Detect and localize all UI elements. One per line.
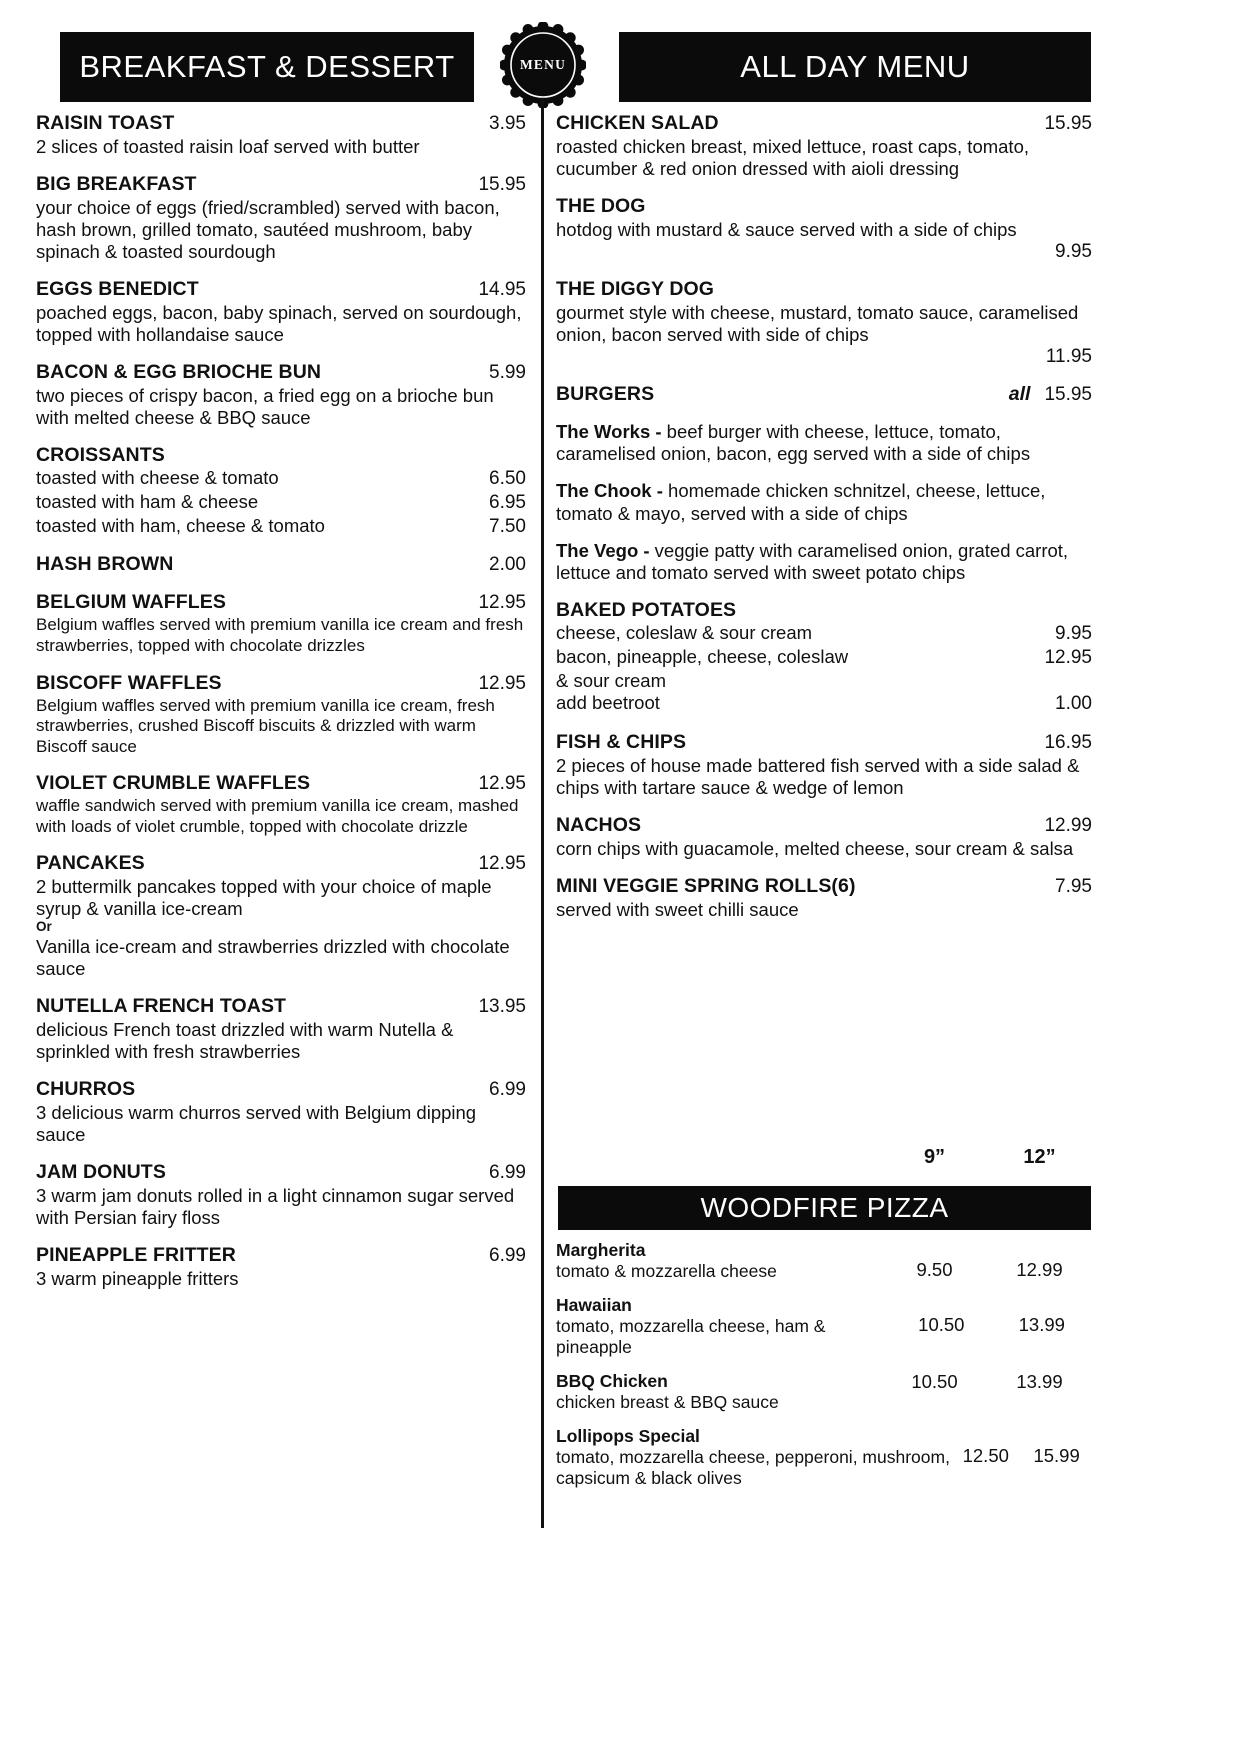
item-price: 13.95 bbox=[478, 996, 526, 1018]
burger-name: The Chook - bbox=[556, 480, 663, 502]
item-name: THE DIGGY DOG bbox=[556, 278, 715, 300]
item-variant bbox=[36, 491, 526, 515]
menu-item-row bbox=[556, 875, 1092, 898]
variant-label: bacon, pineapple, cheese, coleslaw bbox=[556, 645, 849, 667]
item-description: Belgium waffles served with premium vanilla ice cream, fresh strawberries, crushed Biscoff biscuits & drizzled with warm Biscoff sauce bbox=[36, 695, 495, 756]
item-description: corn chips with guacamole, melted cheese, sour cream & salsa bbox=[556, 837, 1074, 859]
menu-section-burgers bbox=[556, 383, 1092, 406]
menu-item-churros bbox=[36, 1078, 526, 1146]
menu-item-nachos bbox=[556, 814, 1092, 860]
item-name: BIG BREAKFAST bbox=[36, 173, 197, 195]
item-name: JAM DONUTS bbox=[36, 1161, 166, 1184]
burger-description: homemade chicken schnitzel, cheese, lettuce, tomato & mayo, served with a side of chips bbox=[556, 480, 1046, 524]
item-price: 3.95 bbox=[489, 113, 526, 134]
pizza-info bbox=[556, 1295, 891, 1358]
menu-item-row bbox=[36, 112, 526, 135]
pizza-info bbox=[556, 1240, 882, 1282]
item-description: Belgium waffles served with premium vanilla ice cream and fresh strawberries, topped with chocolate drizzles bbox=[36, 615, 524, 655]
pizza-info bbox=[556, 1371, 882, 1413]
item-price-trailing: 11.95 bbox=[1045, 346, 1092, 367]
menu-item-row bbox=[36, 995, 526, 1018]
menu-item-pineapple-fritter bbox=[36, 1244, 526, 1290]
all-day-menu-header bbox=[619, 32, 1091, 102]
item-variant bbox=[556, 692, 1092, 716]
menu-item-violet-crumble-waffles bbox=[36, 772, 526, 837]
item-description: 2 slices of toasted raisin loaf served with butter bbox=[36, 136, 420, 157]
item-name: CROISSANTS bbox=[36, 444, 165, 466]
item-price: 15.95 bbox=[1044, 113, 1092, 134]
item-description: your choice of eggs (fried/scrambled) served with bacon, hash brown, grilled tomato, sautéed mushroom, baby spinach & toasted sourdough bbox=[36, 197, 500, 262]
burger-name: The Vego - bbox=[556, 539, 650, 561]
item-variant bbox=[36, 467, 526, 491]
item-description: 3 warm jam donuts rolled in a light cinnamon sugar served with Persian fairy floss bbox=[36, 1185, 515, 1229]
item-description: hotdog with mustard & sauce served with a side of chips bbox=[556, 219, 1017, 240]
item-variant bbox=[556, 646, 1092, 670]
menu-item-row bbox=[36, 1161, 526, 1184]
pizza-description: chicken breast & BBQ sauce bbox=[556, 1392, 779, 1412]
item-price: 12.95 bbox=[478, 592, 526, 614]
menu-item-jam-donuts bbox=[36, 1161, 526, 1229]
all-day-menu-column bbox=[556, 112, 1092, 936]
item-variant bbox=[36, 515, 526, 539]
pizza-size-header-9: 9” bbox=[923, 1146, 946, 1168]
menu-badge-label: MENU bbox=[519, 57, 567, 72]
menu-item-row bbox=[36, 553, 526, 576]
item-name: BISCOFF WAFFLES bbox=[36, 671, 222, 694]
pizza-price-12: 12.99 bbox=[1016, 1259, 1063, 1280]
menu-item-row bbox=[36, 852, 526, 875]
item-name: RAISIN TOAST bbox=[36, 112, 175, 134]
menu-item-row bbox=[36, 173, 526, 196]
item-price: 6.99 bbox=[489, 1162, 526, 1184]
pizza-price-12: 13.99 bbox=[1018, 1314, 1065, 1335]
pizza-name: Margherita bbox=[556, 1240, 646, 1260]
variant-label: toasted with ham, cheese & tomato bbox=[36, 514, 325, 536]
pizza-description: tomato & mozzarella cheese bbox=[556, 1261, 777, 1281]
item-description: gourmet style with cheese, mustard, tomato sauce, caramelised onion, bacon served with side of chips bbox=[556, 302, 1079, 345]
menu-item-row bbox=[556, 731, 1092, 754]
item-name: BURGERS bbox=[556, 383, 655, 405]
item-name: VIOLET CRUMBLE WAFFLES bbox=[36, 772, 311, 795]
item-price: 12.95 bbox=[478, 853, 526, 875]
burger-the-works bbox=[556, 421, 1092, 465]
variant-price: 9.95 bbox=[1055, 623, 1092, 645]
pizza-description: tomato, mozzarella cheese, ham & pineapple bbox=[556, 1316, 826, 1357]
pizza-price-9: 10.50 bbox=[911, 1371, 958, 1392]
pizza-description: tomato, mozzarella cheese, pepperoni, mushroom, capsicum & black olives bbox=[556, 1447, 950, 1488]
pizza-price-9: 10.50 bbox=[918, 1314, 965, 1335]
item-price: 14.95 bbox=[478, 279, 526, 300]
item-price: 15.95 bbox=[1044, 384, 1092, 405]
item-description: served with sweet chilli sauce bbox=[556, 898, 799, 920]
item-name: NACHOS bbox=[556, 813, 642, 836]
pizza-name: Lollipops Special bbox=[556, 1426, 700, 1446]
pizza-name: BBQ Chicken bbox=[556, 1371, 668, 1391]
pizza-row-bbq-chicken bbox=[556, 1371, 1092, 1413]
pizza-price-9: 12.50 bbox=[962, 1445, 1009, 1466]
item-price: 12.99 bbox=[1044, 814, 1092, 836]
menu-item-the-diggy-dog bbox=[556, 278, 1092, 368]
variant-price: 1.00 bbox=[1055, 692, 1092, 714]
menu-item-pancakes bbox=[36, 852, 526, 980]
variant-label: toasted with ham & cheese bbox=[36, 490, 259, 512]
variant-price: 6.50 bbox=[489, 468, 526, 489]
pizza-row-lollipops-special bbox=[556, 1426, 1092, 1489]
menu-item-raisin-toast bbox=[36, 112, 526, 158]
item-description: delicious French toast drizzled with warm Nutella & sprinkled with fresh strawberries bbox=[36, 1019, 454, 1063]
item-variant bbox=[556, 622, 1092, 646]
item-name: CHICKEN SALAD bbox=[556, 112, 719, 134]
variant-price: 6.95 bbox=[489, 491, 526, 513]
pizza-price-12: 13.99 bbox=[1016, 1371, 1063, 1392]
pizza-price-12: 15.99 bbox=[1033, 1445, 1080, 1466]
menu-item-bacon-egg-brioche-bun bbox=[36, 361, 526, 429]
pizza-row-hawaiian bbox=[556, 1295, 1092, 1358]
burger-the-vego bbox=[556, 540, 1092, 584]
item-description: roasted chicken breast, mixed lettuce, roast caps, tomato, cucumber & red onion dressed with aioli dressing bbox=[556, 136, 1030, 179]
menu-item-big-breakfast bbox=[36, 173, 526, 263]
item-price: 2.00 bbox=[489, 554, 526, 576]
menu-item-the-dog bbox=[556, 195, 1092, 263]
menu-item-row bbox=[36, 444, 526, 467]
item-price-trailing: 9.95 bbox=[1055, 241, 1092, 262]
pizza-price-9: 9.50 bbox=[916, 1259, 953, 1280]
menu-badge bbox=[500, 22, 586, 108]
menu-item-row bbox=[36, 591, 526, 614]
menu-item-fish-and-chips bbox=[556, 731, 1092, 799]
variant-label: toasted with cheese & tomato bbox=[36, 467, 279, 488]
pizza-list bbox=[556, 1240, 1092, 1502]
item-description: 2 buttermilk pancakes topped with your choice of maple syrup & vanilla ice-cream bbox=[36, 876, 492, 920]
item-description: two pieces of crispy bacon, a fried egg on a brioche bun with melted cheese & BBQ sauce bbox=[36, 385, 494, 428]
burgers-all-word: all bbox=[1008, 383, 1031, 405]
item-name: BELGIUM WAFFLES bbox=[36, 591, 226, 614]
item-variant bbox=[556, 670, 1092, 692]
item-name: THE DOG bbox=[556, 195, 646, 217]
variant-price: 12.95 bbox=[1044, 646, 1092, 668]
item-description: waffle sandwich served with premium vanilla ice cream, mashed with loads of violet crumble, topped with chocolate drizzle bbox=[36, 796, 519, 836]
variant-label: & sour cream bbox=[556, 669, 667, 691]
burger-description: beef burger with cheese, lettuce, tomato, caramelised onion, bacon, egg served with a side of chips bbox=[556, 421, 1031, 465]
item-price: 5.99 bbox=[489, 362, 526, 383]
item-price: 15.95 bbox=[478, 174, 526, 195]
menu-item-chicken-salad bbox=[556, 112, 1092, 180]
menu-item-row bbox=[36, 772, 526, 795]
item-description: poached eggs, bacon, baby spinach, served on sourdough, topped with hollandaise sauce bbox=[36, 302, 522, 345]
menu-item-row bbox=[556, 383, 1092, 406]
menu-item-biscoff-waffles bbox=[36, 672, 526, 758]
menu-item-row bbox=[556, 112, 1092, 135]
menu-item-row bbox=[36, 672, 526, 695]
menu-item-baked-potatoes bbox=[556, 599, 1092, 716]
item-name: FISH & CHIPS bbox=[556, 730, 687, 753]
item-price: 16.95 bbox=[1044, 731, 1092, 753]
pizza-info bbox=[556, 1426, 950, 1489]
item-description: 3 delicious warm churros served with Belgium dipping sauce bbox=[36, 1102, 477, 1146]
variant-label: add beetroot bbox=[556, 691, 660, 713]
breakfast-dessert-header-label: BREAKFAST & DESSERT bbox=[79, 49, 455, 84]
item-name: EGGS BENEDICT bbox=[36, 278, 199, 300]
item-name: BACON & EGG BRIOCHE BUN bbox=[36, 361, 322, 383]
menu-item-mini-veggie-spring-rolls bbox=[556, 875, 1092, 921]
menu-item-row bbox=[556, 195, 1092, 218]
item-price: 6.99 bbox=[489, 1245, 526, 1267]
menu-item-row bbox=[36, 278, 526, 301]
item-name: PANCAKES bbox=[36, 852, 145, 875]
item-price: 12.95 bbox=[478, 672, 526, 694]
item-name: CHURROS bbox=[36, 1078, 136, 1101]
breakfast-dessert-header bbox=[60, 32, 474, 102]
menu-item-row bbox=[36, 1244, 526, 1267]
menu-item-eggs-benedict bbox=[36, 278, 526, 346]
breakfast-dessert-column bbox=[36, 112, 526, 1305]
item-name: MINI VEGGIE SPRING ROLLS(6) bbox=[556, 874, 856, 897]
item-name: HASH BROWN bbox=[36, 553, 174, 576]
item-name: NUTELLA FRENCH TOAST bbox=[36, 995, 287, 1018]
item-description-alt: Vanilla ice-cream and strawberries drizzled with chocolate sauce bbox=[36, 936, 510, 980]
item-price: 7.95 bbox=[1055, 875, 1092, 897]
all-day-menu-header-label: ALL DAY MENU bbox=[740, 49, 970, 84]
pizza-name: Hawaiian bbox=[556, 1295, 632, 1315]
menu-item-belgium-waffles bbox=[36, 591, 526, 656]
item-name: BAKED POTATOES bbox=[556, 599, 737, 622]
woodfire-pizza-header-label: WOODFIRE PIZZA bbox=[700, 1192, 949, 1223]
menu-item-row bbox=[556, 278, 1092, 301]
menu-item-row bbox=[556, 599, 1092, 622]
item-description: 3 warm pineapple fritters bbox=[36, 1268, 239, 1290]
menu-item-row bbox=[36, 1078, 526, 1101]
pizza-row-margherita bbox=[556, 1240, 1092, 1282]
item-description: 2 pieces of house made battered fish served with a side salad & chips with tartare sauce & wedge of lemon bbox=[556, 754, 1080, 798]
menu-item-row bbox=[36, 361, 526, 384]
burger-the-chook bbox=[556, 480, 1092, 524]
menu-item-nutella-french-toast bbox=[36, 995, 526, 1063]
woodfire-pizza-header bbox=[558, 1186, 1091, 1230]
item-name: PINEAPPLE FRITTER bbox=[36, 1244, 236, 1267]
variant-price: 7.50 bbox=[489, 515, 526, 537]
column-divider bbox=[541, 98, 544, 1528]
item-price: 12.95 bbox=[478, 773, 526, 795]
burger-name: The Works - bbox=[556, 421, 662, 442]
variant-label: cheese, coleslaw & sour cream bbox=[556, 622, 813, 644]
menu-item-hash-brown bbox=[36, 553, 526, 576]
pizza-size-header-12: 12” bbox=[1023, 1146, 1056, 1168]
item-or-label: Or bbox=[36, 919, 52, 935]
pizza-size-header-row bbox=[556, 1146, 1092, 1169]
item-price: 6.99 bbox=[489, 1079, 526, 1101]
burgers-all-price bbox=[1009, 383, 1092, 406]
menu-item-row bbox=[556, 814, 1092, 837]
burger-description: veggie patty with caramelised onion, grated carrot, lettuce and tomato served with sweet potato chips bbox=[556, 539, 1069, 583]
menu-item-croissants bbox=[36, 444, 526, 538]
